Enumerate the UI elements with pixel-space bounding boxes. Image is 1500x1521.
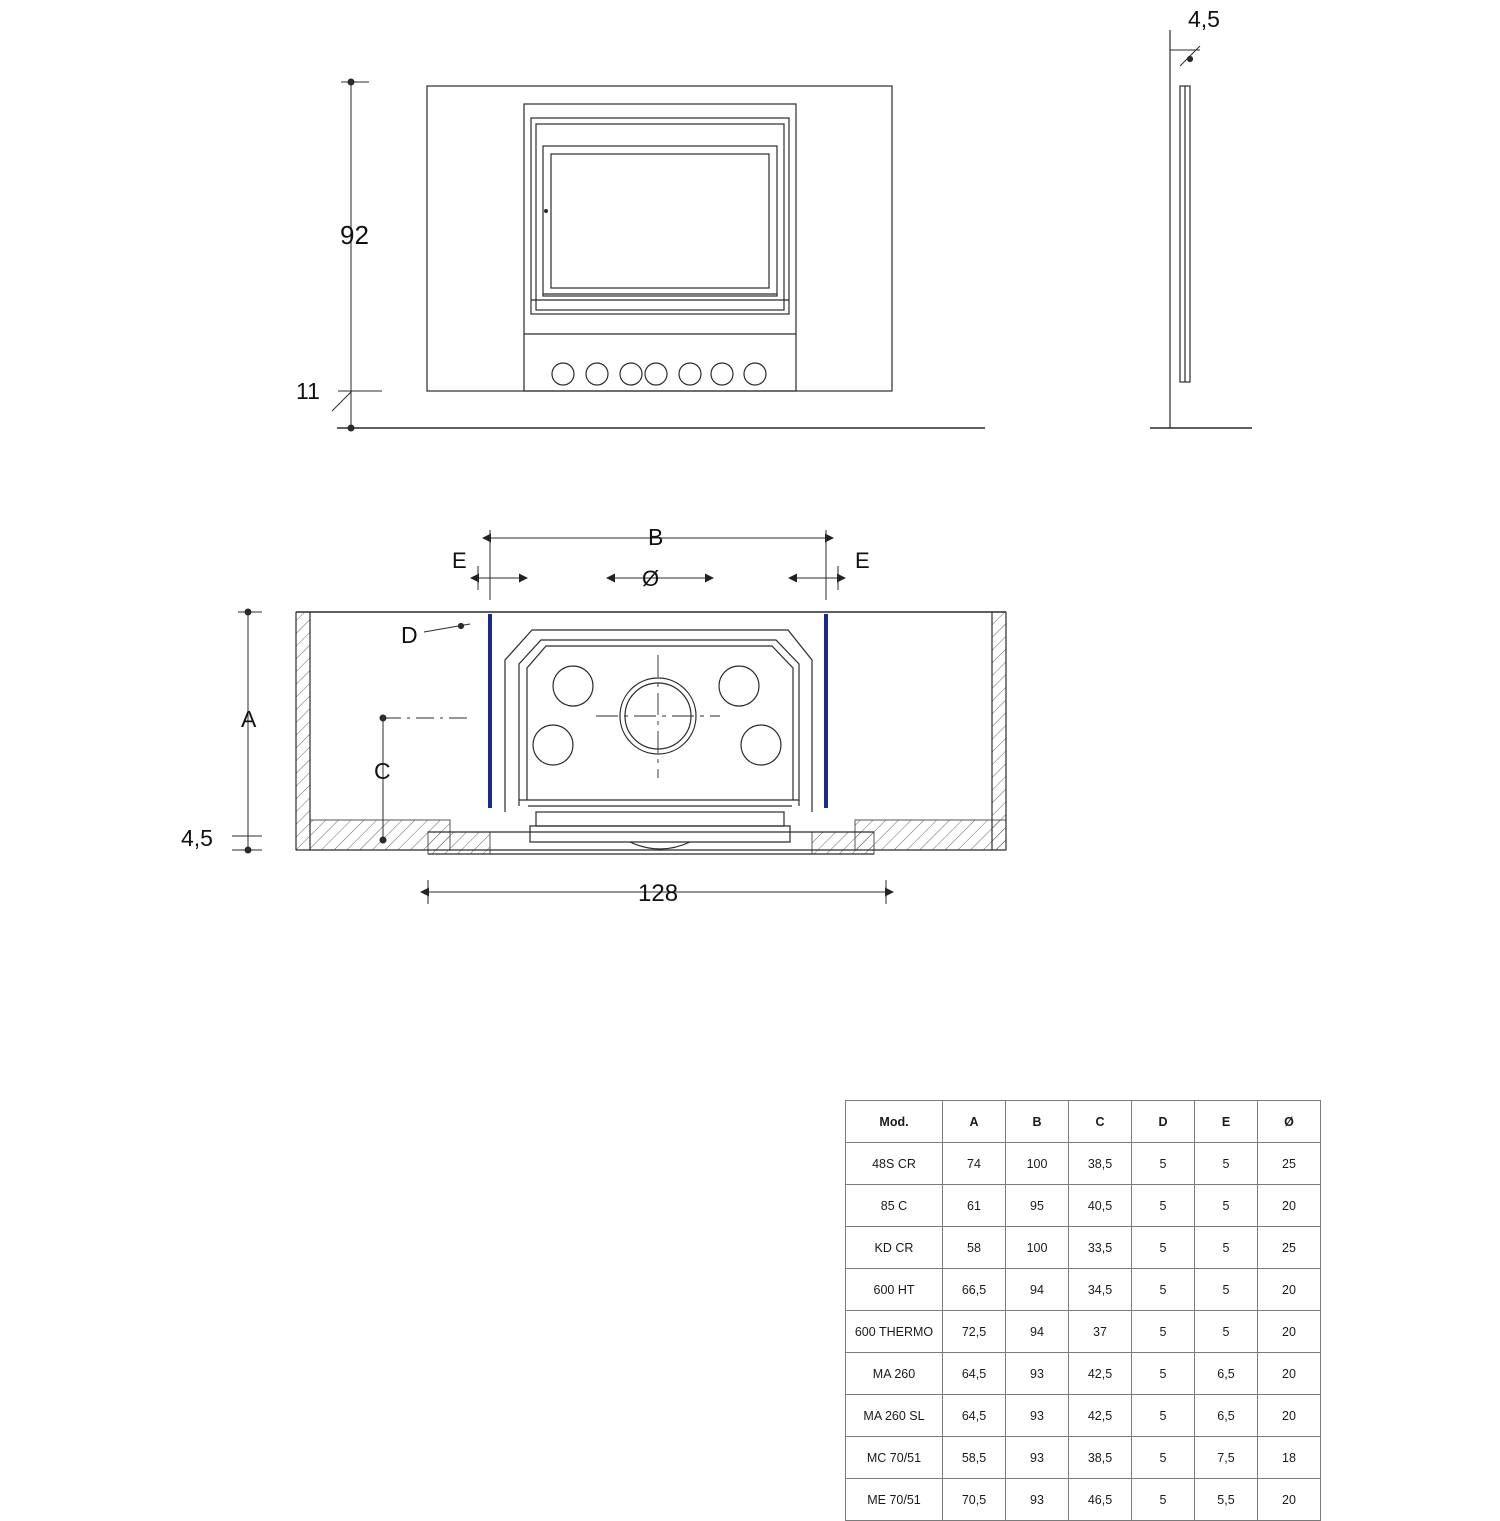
cell-a: 70,5 [943,1479,1006,1521]
cell-diameter: 20 [1258,1185,1321,1227]
cell-e: 6,5 [1195,1353,1258,1395]
plan-flue-circles [533,666,781,765]
table-row [846,1311,1321,1353]
table-header-row [846,1101,1321,1143]
cell-diameter: 20 [1258,1479,1321,1521]
cell-b: 93 [1006,1437,1069,1479]
cell-b: 100 [1006,1227,1069,1269]
label-floor-11: 11 [296,378,320,404]
label-diameter: Ø [642,566,660,591]
model-dimensions-table [845,1100,1321,1521]
cell-d: 5 [1132,1395,1195,1437]
cell-c: 37 [1069,1311,1132,1353]
label-right-e: E [855,548,870,573]
cell-diameter: 20 [1258,1269,1321,1311]
cell-c: 42,5 [1069,1353,1132,1395]
cell-a: 58 [943,1227,1006,1269]
cell-b: 93 [1006,1479,1069,1521]
cell-d: 5 [1132,1353,1195,1395]
cell-diameter: 25 [1258,1143,1321,1185]
cell-b: 94 [1006,1269,1069,1311]
cell-model: ME 70/51 [846,1479,943,1521]
cell-d: 5 [1132,1437,1195,1479]
label-height-92: 92 [340,220,369,250]
cell-model: MA 260 [846,1353,943,1395]
cell-d: 5 [1132,1479,1195,1521]
header-d: D [1132,1101,1195,1143]
table-row [846,1227,1321,1269]
cell-c: 38,5 [1069,1143,1132,1185]
label-left-e: E [452,548,467,573]
cell-b: 93 [1006,1353,1069,1395]
cell-c: 33,5 [1069,1227,1132,1269]
table-row [846,1269,1321,1311]
cell-a: 72,5 [943,1311,1006,1353]
cell-e: 5 [1195,1143,1258,1185]
cell-model: 48S CR [846,1143,943,1185]
cell-model: KD CR [846,1227,943,1269]
cell-d: 5 [1132,1227,1195,1269]
cell-model: 600 THERMO [846,1311,943,1353]
dimension-E-left [478,566,520,590]
cell-e: 6,5 [1195,1395,1258,1437]
cell-model: 600 HT [846,1269,943,1311]
cell-d: 5 [1132,1185,1195,1227]
cell-d: 5 [1132,1311,1195,1353]
cell-e: 7,5 [1195,1437,1258,1479]
header-e: E [1195,1101,1258,1143]
cell-b: 93 [1006,1395,1069,1437]
cell-c: 38,5 [1069,1437,1132,1479]
front-elevation-geometry [337,86,985,428]
cell-a: 64,5 [943,1353,1006,1395]
dimension-92 [341,79,369,431]
header-mod: Mod. [846,1101,943,1143]
table-row [846,1143,1321,1185]
cell-e: 5 [1195,1227,1258,1269]
cell-diameter: 20 [1258,1353,1321,1395]
header-c: C [1069,1101,1132,1143]
cell-a: 61 [943,1185,1006,1227]
cell-diameter: 18 [1258,1437,1321,1479]
cell-b: 95 [1006,1185,1069,1227]
side-elevation-geometry [1150,30,1252,428]
cell-d: 5 [1132,1269,1195,1311]
table-row [846,1353,1321,1395]
cell-diameter: 20 [1258,1395,1321,1437]
table-row [846,1395,1321,1437]
label-thickness-4-5: 4,5 [1188,6,1220,32]
cell-diameter: 25 [1258,1227,1321,1269]
cell-model: MA 260 SL [846,1395,943,1437]
table-row [846,1437,1321,1479]
dimension-11 [332,391,382,411]
cell-c: 42,5 [1069,1395,1132,1437]
table-row [846,1479,1321,1521]
dimension-E-right [796,566,838,590]
header-a: A [943,1101,1006,1143]
label-width-b: B [648,524,664,550]
header-b: B [1006,1101,1069,1143]
cell-diameter: 20 [1258,1311,1321,1353]
cell-c: 46,5 [1069,1479,1132,1521]
dimension-4-5-side [1170,46,1200,66]
cell-d: 5 [1132,1143,1195,1185]
cell-b: 100 [1006,1143,1069,1185]
table-row [846,1185,1321,1227]
header-diameter: Ø [1258,1101,1321,1143]
cell-a: 66,5 [943,1269,1006,1311]
cell-c: 40,5 [1069,1185,1132,1227]
cell-a: 58,5 [943,1437,1006,1479]
cell-model: MC 70/51 [846,1437,943,1479]
label-overall-128: 128 [638,880,679,907]
cell-e: 5 [1195,1185,1258,1227]
plan-centerlines [596,655,720,778]
cell-a: 74 [943,1143,1006,1185]
cell-model: 85 C [846,1185,943,1227]
label-base-4-5: 4,5 [181,825,213,851]
cell-e: 5 [1195,1311,1258,1353]
cell-e: 5 [1195,1269,1258,1311]
dimension-D [424,623,470,632]
label-depth-a: A [241,706,257,732]
front-vent-holes [552,363,766,385]
cell-c: 34,5 [1069,1269,1132,1311]
label-depth-c: C [374,758,391,784]
cell-a: 64,5 [943,1395,1006,1437]
cell-e: 5,5 [1195,1479,1258,1521]
cell-b: 94 [1006,1311,1069,1353]
label-mark-d: D [401,622,418,648]
